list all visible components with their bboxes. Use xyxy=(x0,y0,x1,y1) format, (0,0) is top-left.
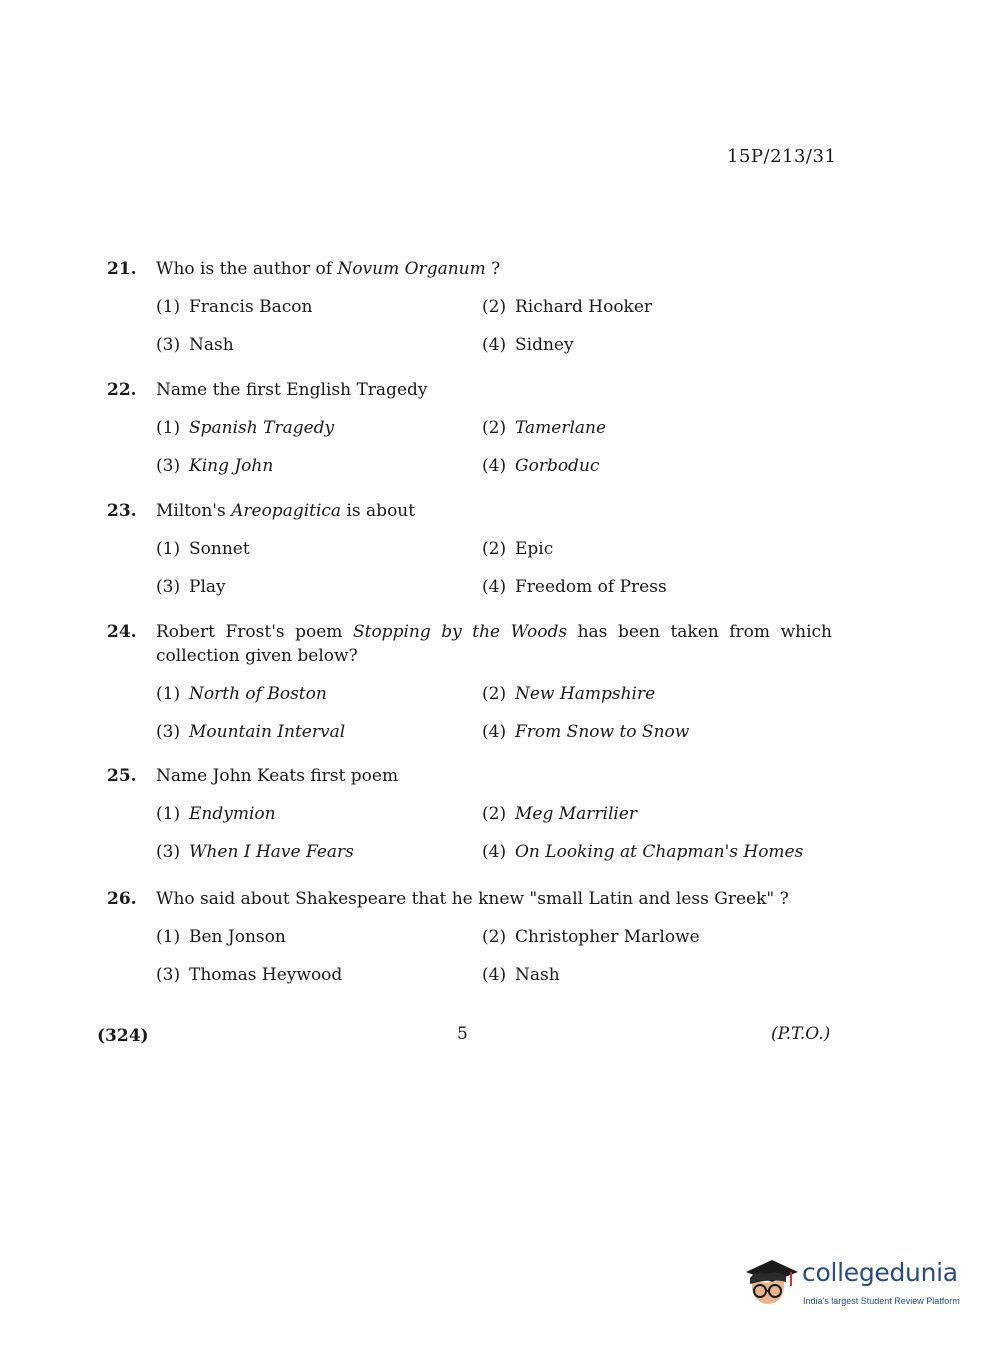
option-4: (4) On Looking at Chapman's Homes xyxy=(482,842,804,862)
option-3: (3) Thomas Heywood xyxy=(156,965,343,985)
question-number: 26. xyxy=(107,889,137,909)
question-number: 25. xyxy=(107,766,137,786)
option-4: (4) Freedom of Press xyxy=(482,577,667,597)
paper-code: 15P/213/31 xyxy=(727,146,837,167)
question-24 xyxy=(107,620,832,758)
booklet-code: (324) xyxy=(97,1026,149,1046)
option-3: (3) King John xyxy=(156,456,274,476)
brand-name: collegedunia xyxy=(802,1258,958,1287)
question-23 xyxy=(107,499,832,613)
question-26 xyxy=(107,887,832,1001)
pto-note: (P.T.O.) xyxy=(771,1024,831,1044)
option-list xyxy=(107,925,832,1001)
option-2: (2) Christopher Marlowe xyxy=(482,927,700,947)
option-3: (3) Mountain Interval xyxy=(156,722,346,742)
option-1: (1) Sonnet xyxy=(156,539,250,559)
question-number: 21. xyxy=(107,259,137,279)
option-4: (4) Nash xyxy=(482,965,560,985)
option-1: (1) Francis Bacon xyxy=(156,297,313,317)
option-1: (1) Endymion xyxy=(156,804,276,824)
option-list xyxy=(107,295,832,371)
question-25 xyxy=(107,764,832,878)
question-21 xyxy=(107,257,832,371)
collegedunia-watermark xyxy=(742,1252,972,1318)
option-list xyxy=(107,416,832,492)
page-number: 5 xyxy=(457,1024,468,1044)
option-4: (4) Gorboduc xyxy=(482,456,600,476)
mascot-logo-icon xyxy=(742,1252,800,1310)
question-text: Robert Frost's poem Stopping by the Woods has been taken from which collection given below? xyxy=(156,622,832,666)
option-3: (3) Play xyxy=(156,577,226,597)
option-4: (4) From Snow to Snow xyxy=(482,722,690,742)
option-4: (4) Sidney xyxy=(482,335,574,355)
question-text: Name the first English Tragedy xyxy=(156,380,428,400)
option-2: (2) Meg Marrilier xyxy=(482,804,638,824)
question-text: Milton's Areopagitica is about xyxy=(156,501,416,521)
option-list xyxy=(107,802,832,878)
option-2: (2) Tamerlane xyxy=(482,418,607,438)
question-text: Name John Keats first poem xyxy=(156,766,399,786)
question-22 xyxy=(107,378,832,492)
option-1: (1) Ben Jonson xyxy=(156,927,286,947)
brand-tagline: India's largest Student Review Platform xyxy=(803,1296,960,1306)
option-list xyxy=(107,537,832,613)
option-2: (2) Richard Hooker xyxy=(482,297,653,317)
option-list xyxy=(107,682,832,758)
option-1: (1) Spanish Tragedy xyxy=(156,418,335,438)
question-text: Who said about Shakespeare that he knew "small Latin and less Greek" ? xyxy=(156,889,789,909)
option-1: (1) North of Boston xyxy=(156,684,327,704)
question-number: 22. xyxy=(107,380,137,400)
question-text: Who is the author of Novum Organum ? xyxy=(156,259,501,279)
option-2: (2) New Hampshire xyxy=(482,684,656,704)
question-number: 24. xyxy=(107,622,137,642)
option-3: (3) Nash xyxy=(156,335,234,355)
question-number: 23. xyxy=(107,501,137,521)
option-3: (3) When I Have Fears xyxy=(156,842,354,862)
option-2: (2) Epic xyxy=(482,539,554,559)
